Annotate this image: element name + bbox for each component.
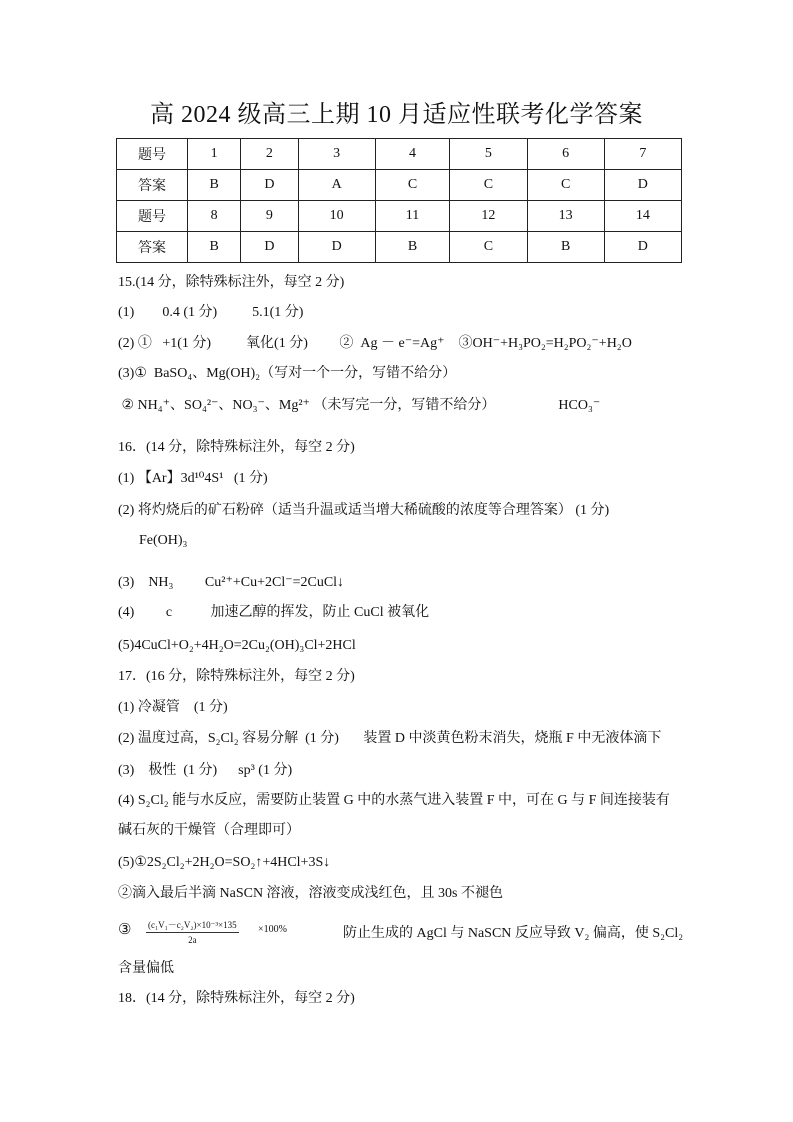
formula-numerator: (c₁V₁－c₂V₂)×10⁻³×135 — [146, 918, 239, 933]
answer-line: 碱石灰的干燥管（合理即可） — [118, 823, 300, 838]
formula-percent: ×100% — [258, 924, 287, 935]
table-cell: 8 — [188, 201, 241, 232]
answer-line: Fe(OH)₃ — [118, 533, 188, 548]
table-cell: A — [298, 170, 375, 201]
table-cell: 1 — [188, 139, 241, 170]
answer-line: 15.(14 分，除特殊标注外，每空 2 分) — [118, 275, 345, 290]
answer-line: 16．(14 分，除特殊标注外，每空 2 分) — [118, 440, 355, 455]
row-header-cell: 答案 — [117, 232, 188, 263]
table-cell: 11 — [375, 201, 450, 232]
answer-line: (3)① BaSO₄、Mg(OH)₂（写对一个一分，写错不给分） — [118, 366, 457, 381]
answer-line: (5)①2S₂Cl₂+2H₂O=SO₂↑+4HCl+3S↓ — [118, 855, 331, 870]
answer-line: ②滴入最后半滴 NaSCN 溶液，溶液变成浅红色，且 30s 不褪色 — [118, 886, 504, 901]
table-cell: 13 — [527, 201, 604, 232]
answer-line: (2) 温度过高，S₂Cl₂ 容易分解 (1 分) 装置 D 中淡黄色粉末消失，烧瓶 F 中无液体滴下 — [118, 731, 662, 746]
table-cell: C — [450, 232, 527, 263]
table-row — [117, 170, 682, 201]
answer-line: (3) NH₃ Cu²⁺+Cu+2Cl⁻=2CuCl↓ — [118, 575, 345, 590]
table-row — [117, 201, 682, 232]
row-header-cell: 答案 — [117, 170, 188, 201]
table-cell: C — [450, 170, 527, 201]
table-cell: 7 — [604, 139, 681, 170]
table-cell: D — [241, 170, 298, 201]
table-cell: B — [527, 232, 604, 263]
q17-5-3-marker: ③ — [118, 922, 132, 938]
page-title: 高 2024 级高三上期 10 月适应性联考化学答案 — [150, 102, 643, 128]
answer-line: (4) c 加速乙醇的挥发，防止 CuCl 被氧化 — [118, 605, 430, 620]
table-cell: B — [375, 232, 450, 263]
answer-line: (5)4CuCl+O₂+4H₂O=2Cu₂(OH)₃Cl+2HCl — [118, 638, 356, 653]
table-cell: 10 — [298, 201, 375, 232]
table-cell: 4 — [375, 139, 450, 170]
answer-line: 含量偏低 — [118, 961, 174, 976]
table-cell: 12 — [450, 201, 527, 232]
answer-line: ② NH₄⁺、SO₄²⁻、NO₃⁻、Mg²⁺ （未写完一分，写错不给分） HCO₃⁻ — [118, 398, 601, 413]
table-cell: D — [604, 232, 681, 263]
q17-5-3-formula — [146, 918, 239, 945]
answer-line: 17．(16 分，除特殊标注外，每空 2 分) — [118, 669, 355, 684]
answer-line: (1) 【Ar】3d¹⁰4S¹ (1 分) — [118, 471, 268, 486]
answer-table — [116, 138, 682, 263]
q17-5-3-reason: 防止生成的 AgCl 与 NaSCN 反应导致 V₂ 偏高，使 S₂Cl₂ — [343, 926, 684, 941]
table-cell: D — [241, 232, 298, 263]
table-cell: D — [604, 170, 681, 201]
answer-line: 18．(14 分，除特殊标注外，每空 2 分) — [118, 991, 355, 1006]
table-row — [117, 232, 682, 263]
table-cell: C — [527, 170, 604, 201]
answer-line: (2) 将灼烧后的矿石粉碎（适当升温或适当增大稀硫酸的浓度等合理答案） (1 分) — [118, 503, 610, 518]
answer-line: (3) 极性 (1 分) sp³ (1 分) — [118, 763, 293, 778]
formula-denominator: 2a — [188, 935, 197, 945]
answer-line: (1) 冷凝管 (1 分) — [118, 700, 228, 715]
table-cell: 14 — [604, 201, 681, 232]
table-cell: 6 — [527, 139, 604, 170]
table-cell: 3 — [298, 139, 375, 170]
table-cell: D — [298, 232, 375, 263]
table-cell: 9 — [241, 201, 298, 232]
table-cell: C — [375, 170, 450, 201]
answer-line: (1) 0.4 (1 分) 5.1(1 分) — [118, 305, 304, 320]
answer-line: (4) S₂Cl₂ 能与水反应，需要防止装置 G 中的水蒸气进入装置 F 中，可在 G 与 F 间连接装有 — [118, 793, 670, 808]
table-cell: 2 — [241, 139, 298, 170]
row-header-cell: 题号 — [117, 139, 188, 170]
row-header-cell: 题号 — [117, 201, 188, 232]
table-cell: B — [188, 170, 241, 201]
table-cell: B — [188, 232, 241, 263]
answer-line: (2) ① +1(1 分) 氧化(1 分) ② Ag － e⁻=Ag⁺ ③OH⁻+H₃PO₂=H₂PO₂⁻+H₂O — [118, 336, 632, 351]
table-row — [117, 139, 682, 170]
table-cell: 5 — [450, 139, 527, 170]
